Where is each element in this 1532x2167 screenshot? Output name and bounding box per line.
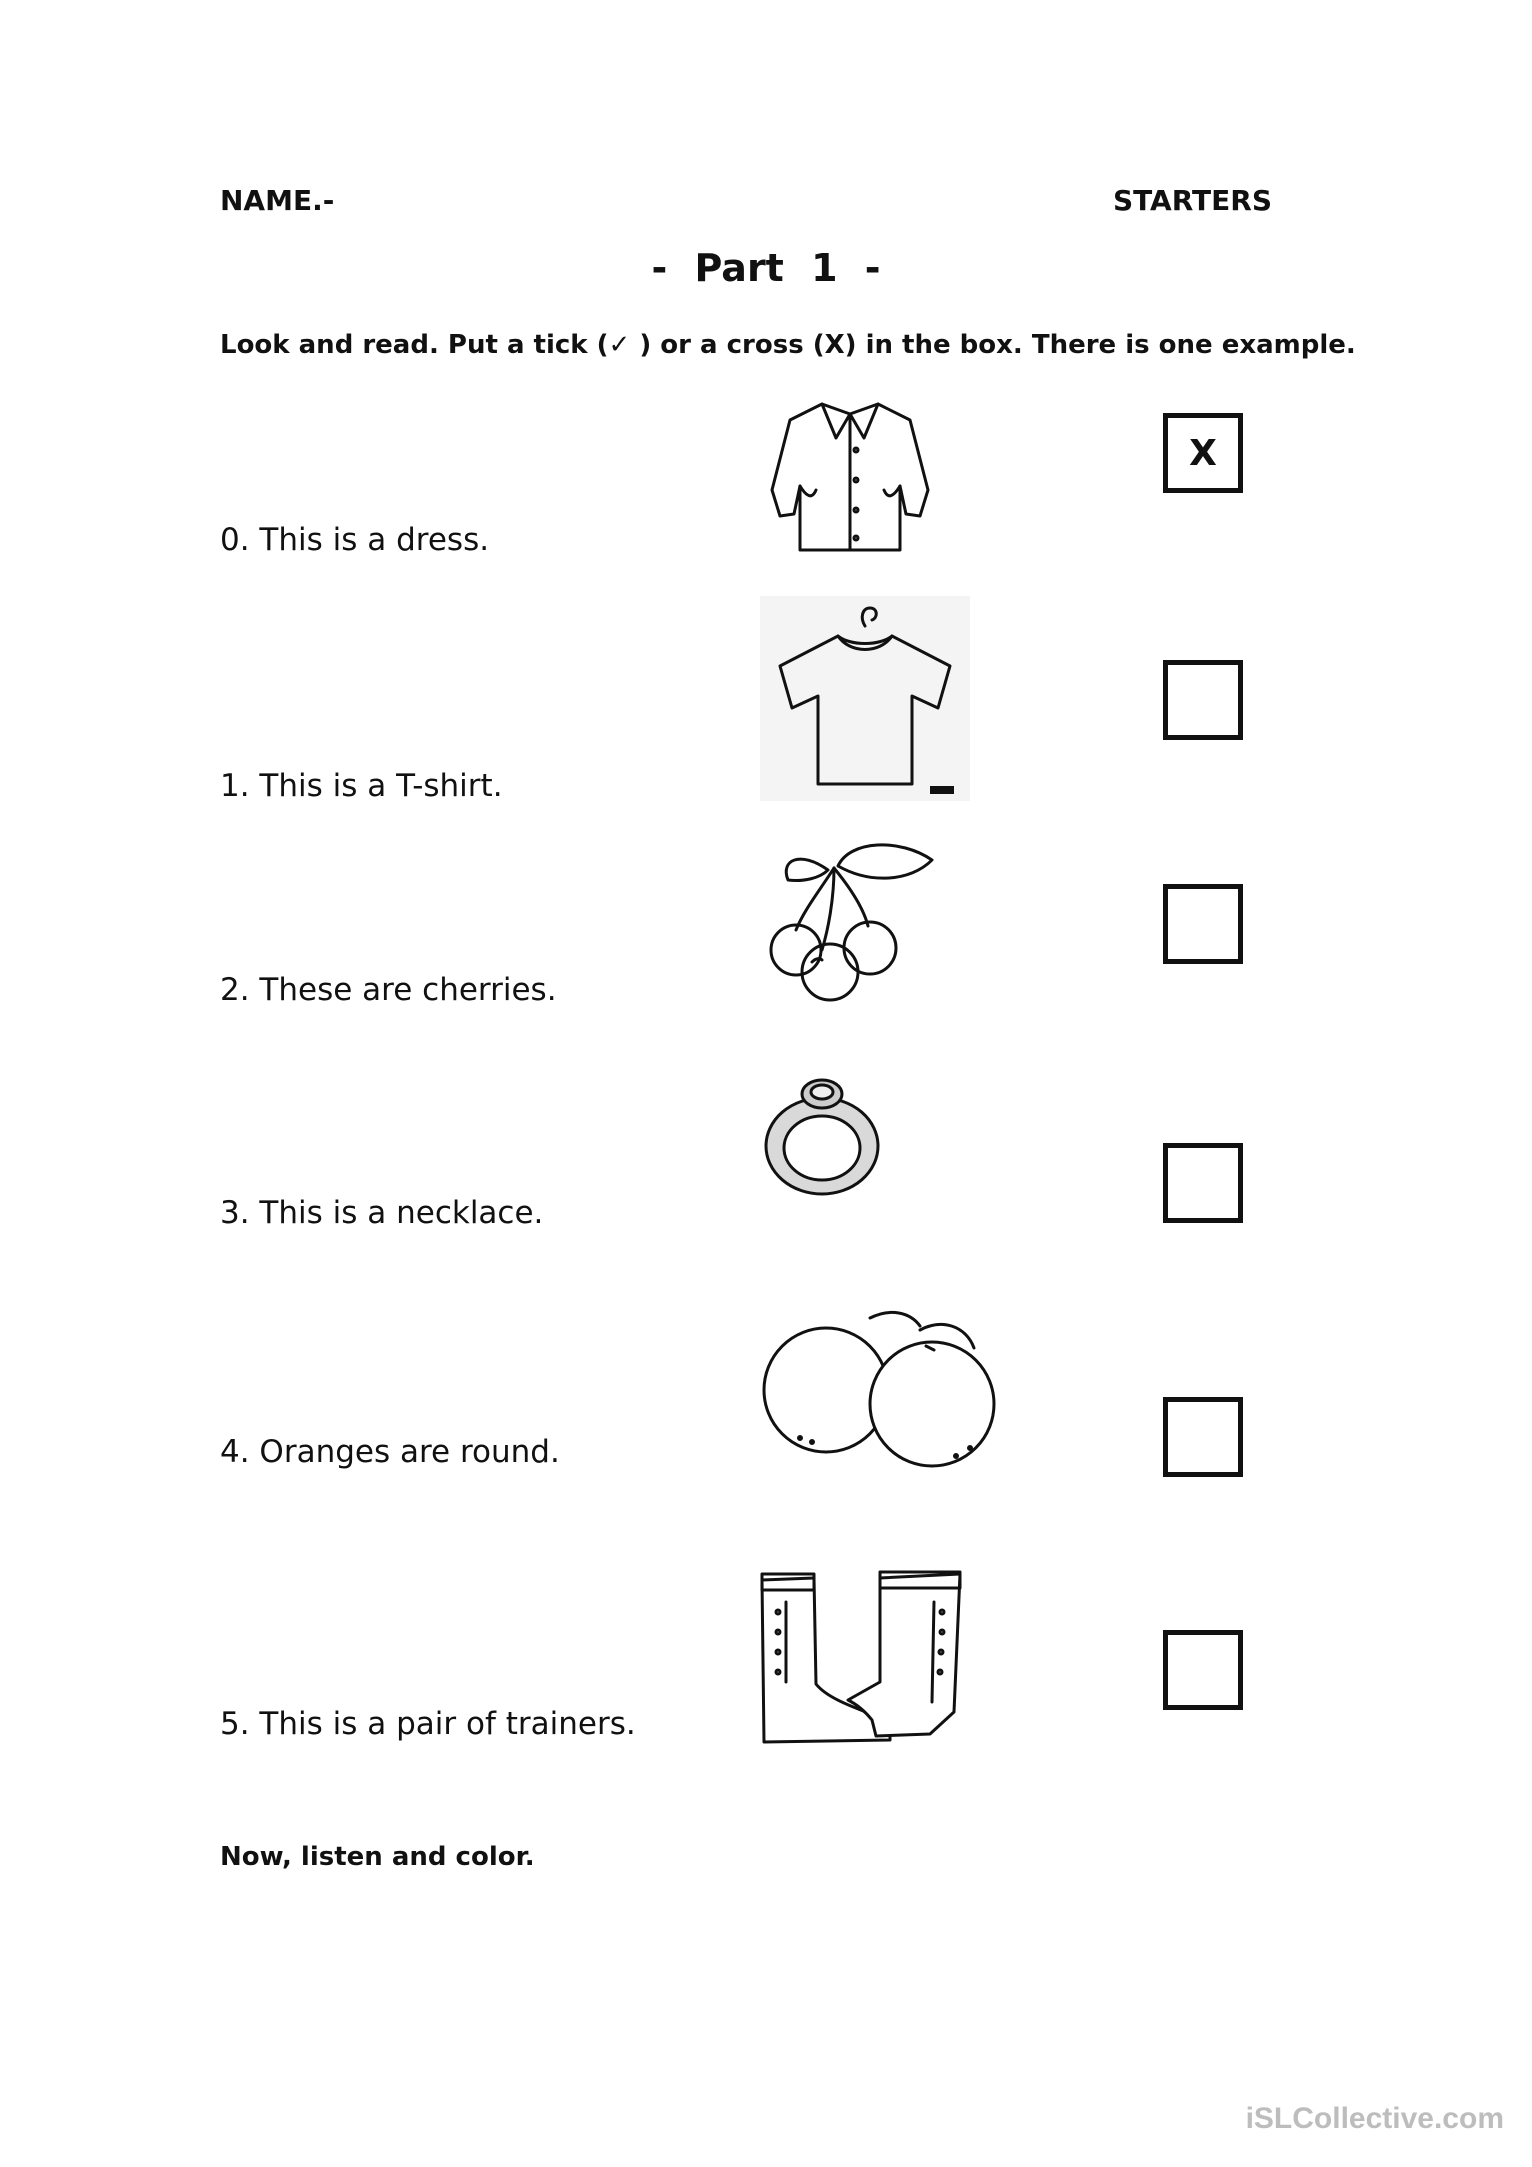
cherries-icon — [760, 830, 940, 1009]
answer-box-4[interactable] — [1163, 1397, 1243, 1477]
item-sentence-3: 3. This is a necklace. — [220, 1195, 544, 1231]
answer-box-0[interactable]: X — [1163, 413, 1243, 493]
answer-box-3[interactable] — [1163, 1143, 1243, 1223]
answer-box-2[interactable] — [1163, 884, 1243, 964]
answer-box-1[interactable] — [1163, 660, 1243, 740]
listen-instruction: Now, listen and color. — [220, 1842, 535, 1872]
tshirt-icon — [760, 596, 970, 805]
ring-icon — [760, 1072, 890, 1206]
boots-icon — [760, 1572, 980, 1756]
shirt-icon — [760, 390, 940, 564]
item-sentence-4: 4. Oranges are round. — [220, 1434, 560, 1470]
level-label: STARTERS — [1112, 184, 1272, 217]
item-sentence-2: 2. These are cherries. — [220, 972, 557, 1008]
item-sentence-5: 5. This is a pair of trainers. — [220, 1706, 636, 1742]
instructions: Look and read. Put a tick (✓ ) or a cross (X) in the box. There is one example. — [220, 330, 1356, 360]
item-sentence-0: 0. This is a dress. — [220, 522, 490, 558]
oranges-icon — [760, 1308, 1010, 1472]
name-label: NAME.- — [220, 184, 335, 217]
item-sentence-1: 1. This is a T-shirt. — [220, 768, 503, 804]
watermark: iSLCollective.com — [1245, 2102, 1504, 2135]
page-title: - Part 1 - — [651, 246, 881, 290]
answer-box-5[interactable] — [1163, 1630, 1243, 1710]
